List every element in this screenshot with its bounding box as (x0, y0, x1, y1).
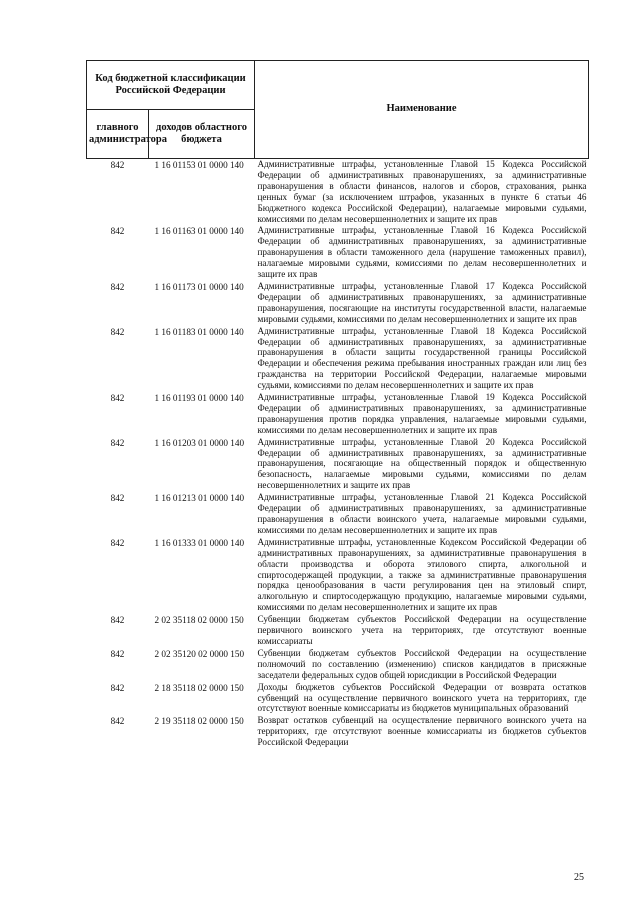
table-row (87, 225, 589, 281)
table-row (87, 437, 589, 493)
admin-code-cell: 842 (110, 226, 125, 237)
revenue-code-cell: 1 16 01173 01 0000 140 (154, 281, 244, 292)
revenue-name-cell: Административные штрафы, установленные Главой 21 Кодекса Российской Федерации об административных правонарушениях, за административные правонарушения в области воинского учета, налагаемые мировыми судьями, комиссиями по делам несовершеннолетних и защите их прав (257, 492, 587, 535)
revenue-name-cell: Возврат остатков субвенций на осуществление первичного воинского учета на территориях, где отсутствуют военные комиссариаты из бюджетов субъектов Российской Федерации (257, 715, 587, 748)
table-row (87, 682, 589, 716)
admin-code-cell: 842 (110, 648, 125, 659)
revenue-name-cell: Административные штрафы, установленные Главой 20 Кодекса Российской Федерации об административных правонарушениях, за административные правонарушения, посягающие на общественный порядок и общественную безопасность, налагаемые мировыми судьями, комиссиями по делам несовершеннолетних и защите их прав (257, 436, 587, 491)
table-row (87, 392, 589, 437)
table-row (87, 648, 589, 682)
table-row (87, 715, 589, 749)
revenue-code-cell: 1 16 01183 01 0000 140 (154, 326, 244, 337)
table-row (87, 281, 589, 326)
header-code-group: Код бюджетной классификации Российской Федерации (87, 61, 255, 110)
admin-code-cell: 842 (110, 615, 125, 626)
budget-code-table (86, 60, 589, 749)
revenue-code-cell: 1 16 01153 01 0000 140 (154, 160, 244, 170)
revenue-code-cell: 1 16 01203 01 0000 140 (154, 437, 245, 448)
table-row (87, 326, 589, 392)
revenue-name-cell: Административные штрафы, установленные Главой 15 Кодекса Российской Федерации об административных правонарушениях, за административные правонарушения в области финансов, налогов и сборов, страхования, рынка ценных бумаг (за исключением штрафов, указанных в пункте 6 статьи 46 Бюджетного кодекса Российской Федерации), налагаемые мировыми судьями, комиссиями по делам несовершеннолетних и защите их прав (257, 159, 587, 224)
admin-code-cell: 842 (110, 393, 125, 404)
revenue-name-cell: Субвенции бюджетам субъектов Российской Федерации на осуществление полномочий по составлению (изменению) списков кандидатов в присяжные заседатели федеральных судов общей юрисдикции в Российской Федерации (257, 647, 587, 680)
revenue-code-cell: 1 16 01193 01 0000 140 (154, 393, 244, 404)
admin-code-cell: 842 (110, 326, 125, 337)
header-name: Наименование (255, 61, 589, 159)
admin-code-cell: 842 (110, 537, 125, 548)
revenue-name-cell: Административные штрафы, установленные Кодексом Российской Федерации об административных правонарушениях, за административные правонарушения в области производства и оборота этилового спирта, алкогольной и спиртосодержащей продукции, а также за административные правонарушения порядка ценообразования в части регулирования цен на этиловый спирт, алкогольную и спиртосодержащую продукцию, налагаемые мировыми судьями, комиссиями по делам несовершеннолетних и защите их прав (257, 536, 587, 613)
revenue-code-cell: 1 16 01333 01 0000 140 (154, 537, 245, 548)
revenue-code-cell: 1 16 01163 01 0000 140 (154, 226, 244, 237)
table-row (87, 614, 589, 648)
revenue-name-cell: Доходы бюджетов субъектов Российской Федерации от возврата остатков субвенций на осуществление первичного воинского учета на территориях, где отсутствуют военные комиссариаты из бюджетов муниципальных образований (257, 681, 587, 714)
table-row (87, 537, 589, 614)
admin-code-cell: 842 (110, 281, 125, 292)
revenue-code-cell: 1 16 01213 01 0000 140 (154, 493, 245, 504)
admin-code-cell: 842 (110, 493, 125, 504)
revenue-code-cell: 2 02 35118 02 0000 150 (154, 615, 244, 626)
header-admin: главного администратора (87, 110, 149, 159)
revenue-code-cell: 2 19 35118 02 0000 150 (154, 716, 244, 727)
table-row (87, 492, 589, 537)
revenue-name-cell: Административные штрафы, установленные Главой 19 Кодекса Российской Федерации об административных правонарушениях, за административные правонарушения против порядка управления, налагаемые мировыми судьями, комиссиями по делам несовершеннолетних и защите их прав (257, 392, 587, 435)
revenue-name-cell: Административные штрафы, установленные Главой 16 Кодекса Российской Федерации об административных правонарушениях, за административные правонарушения в области таможенного дела (нарушение таможенных правил), налагаемые мировыми судьями, комиссиями по делам несовершеннолетних и защите их прав (257, 225, 587, 280)
admin-code-cell: 842 (110, 682, 125, 693)
revenue-code-cell: 2 02 35120 02 0000 150 (154, 648, 245, 659)
revenue-code-cell: 2 18 35118 02 0000 150 (154, 682, 244, 693)
header-revenue: доходов областного бюджета (149, 110, 255, 159)
admin-code-cell: 842 (110, 160, 125, 170)
table-row (87, 159, 589, 226)
page-number: 25 (574, 872, 584, 883)
admin-code-cell: 842 (110, 716, 125, 727)
admin-code-cell: 842 (110, 437, 125, 448)
revenue-name-cell: Административные штрафы, установленные Главой 18 Кодекса Российской Федерации об административных правонарушениях, за административные правонарушения в области защиты государственной границы Российской Федерации и обеспечения режима пребывания иностранных граждан или лиц без гражданства на территории Российской Федерации, налагаемые мировыми судьями, комиссиями по делам несовершеннолетних и защите их прав (257, 325, 587, 391)
revenue-name-cell: Административные штрафы, установленные Главой 17 Кодекса Российской Федерации об административных правонарушениях, за административные правонарушения, посягающие на институты государственной власти, налагаемые мировыми судьями, комиссиями по делам несовершеннолетних и защите их прав (257, 280, 587, 324)
revenue-name-cell: Субвенции бюджетам субъектов Российской Федерации на осуществление первичного воинского учета на территориях, где отсутствуют военные комиссариаты (257, 614, 587, 646)
table-body (87, 159, 589, 750)
